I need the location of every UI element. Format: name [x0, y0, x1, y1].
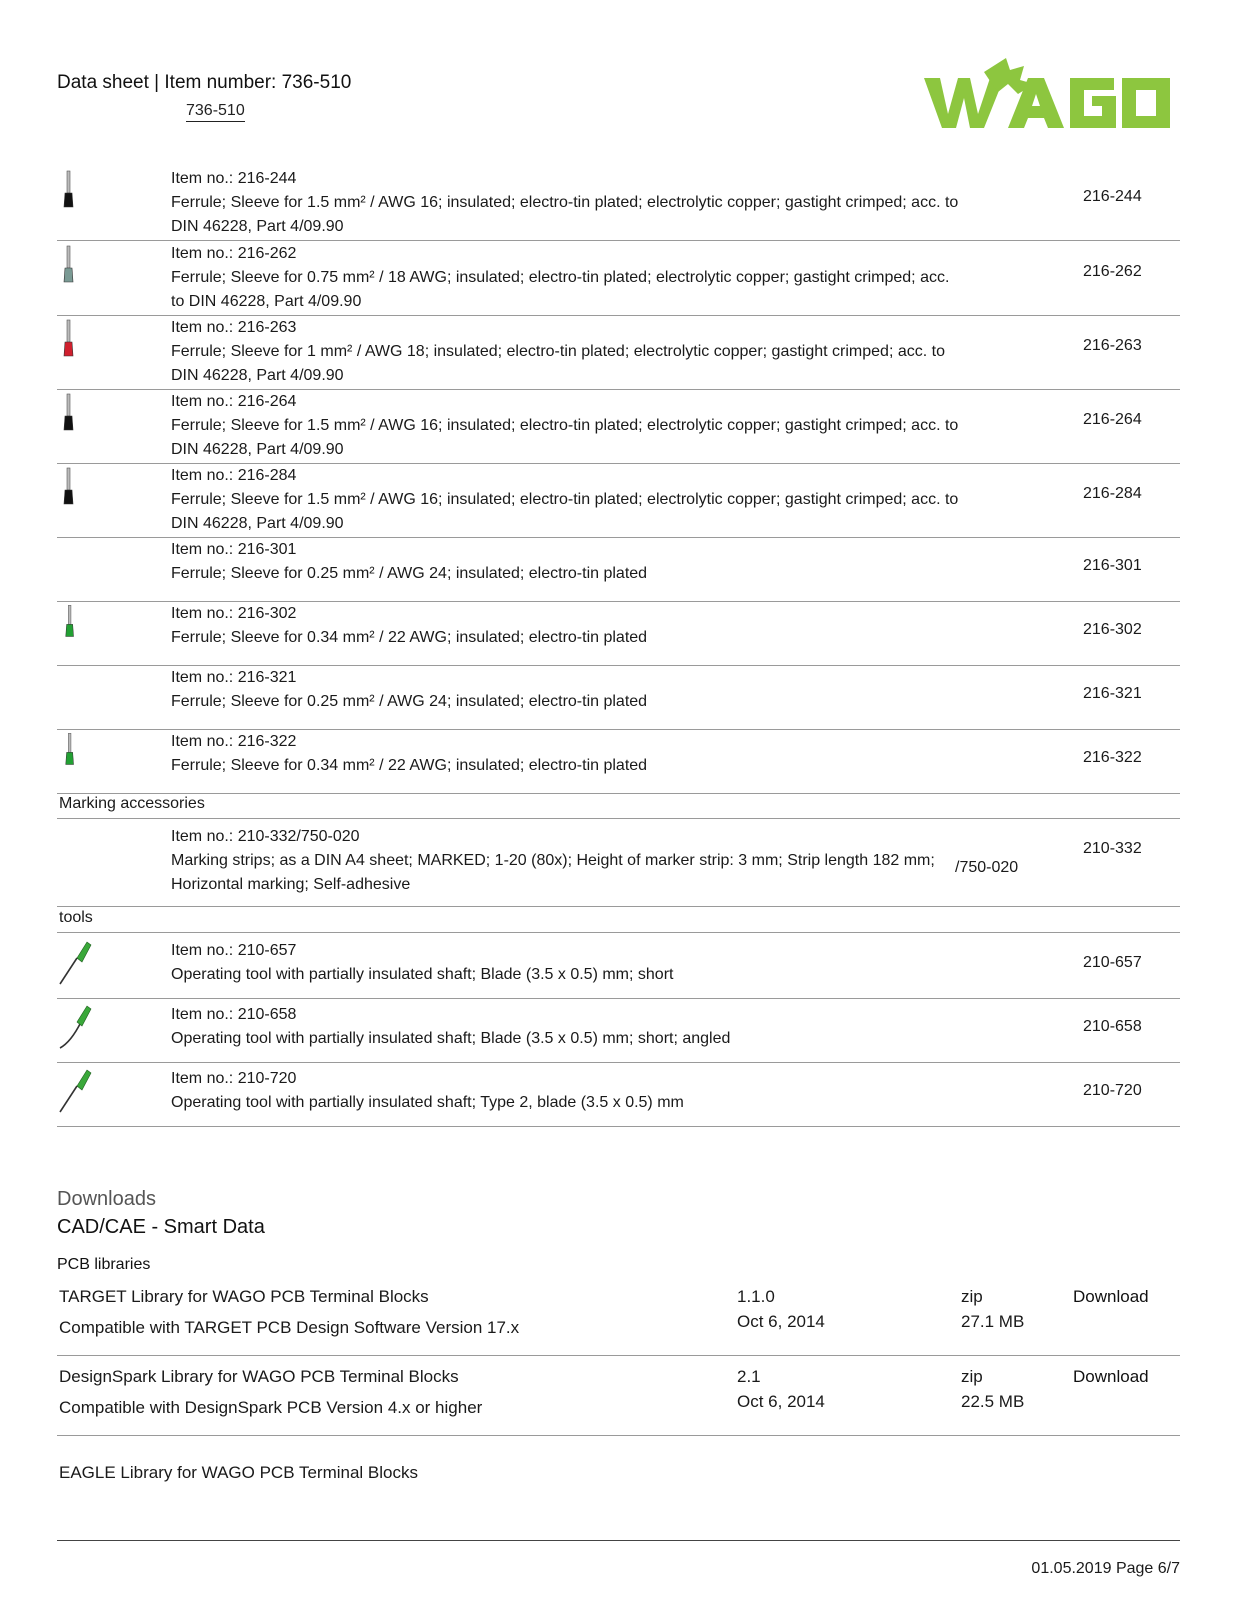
cad-cae-heading: CAD/CAE - Smart Data — [57, 1216, 265, 1238]
item-reference[interactable]: 216-302 — [1083, 621, 1142, 638]
accessory-row-ferrule[interactable] — [57, 665, 1180, 730]
page-footer: 01.05.2019 Page 6/7 — [1031, 1560, 1180, 1577]
screwdriver-icon — [57, 1062, 97, 1126]
item-number-link[interactable]: 736-510 — [186, 102, 245, 122]
accessory-row-tool[interactable] — [57, 998, 1180, 1063]
file-format: zip — [961, 1287, 983, 1306]
item-description: Ferrule; Sleeve for 1 mm² / AWG 18; insulated; electro-tin plated; electrolytic copper; gastight crimped; acc. to DIN 46228, Part 4/09.90 — [171, 343, 945, 384]
section-divider — [57, 932, 1180, 933]
screwdriver-icon — [57, 998, 97, 1062]
item-reference[interactable]: 210-657 — [1083, 954, 1142, 971]
library-compat: Compatible with TARGET PCB Design Software Version 17.x — [59, 1318, 520, 1337]
item-description: Ferrule; Sleeve for 1.5 mm² / AWG 16; insulated; electro-tin plated; electrolytic copper; gastight crimped; acc. to DIN 46228, Part 4/09.90 — [171, 194, 959, 235]
pcb-libraries-heading: PCB libraries — [57, 1256, 151, 1273]
item-description: Ferrule; Sleeve for 0.34 mm² / 22 AWG; insulated; electro-tin plated — [171, 757, 648, 774]
item-description: Ferrule; Sleeve for 0.25 mm² / AWG 24; insulated; electro-tin plated — [171, 565, 648, 582]
item-description: Ferrule; Sleeve for 0.25 mm² / AWG 24; insulated; electro-tin plated — [171, 693, 648, 710]
ferrule-image — [57, 463, 97, 537]
library-name-cut: EAGLE Library for WAGO PCB Terminal Blocks — [59, 1463, 418, 1482]
download-link[interactable]: Download — [1073, 1367, 1149, 1386]
ferrule-image — [57, 389, 97, 463]
item-description: Marking strips; as a DIN A4 sheet; MARKED; 1-20 (80x); Height of marker strip: 3 mm; Strip length 182 mm; Horizontal marking; Self-adhesive — [171, 852, 935, 893]
wago-logo-text: WAGO — [924, 142, 928, 143]
section-divider — [57, 818, 1180, 819]
item-number: Item no.: 216-263 — [171, 319, 297, 336]
accessory-row-tool[interactable] — [57, 1062, 1180, 1127]
accessory-row-ferrule[interactable] — [57, 166, 1180, 241]
page-title: Data sheet | Item number: 736-510 — [57, 72, 352, 93]
item-number: Item no.: 216-301 — [171, 541, 297, 558]
item-number: Item no.: 216-302 — [171, 605, 297, 622]
library-version: 2.1 — [737, 1367, 761, 1386]
item-reference[interactable]: 216-322 — [1083, 749, 1142, 766]
wago-logo — [924, 58, 1179, 144]
item-description: Ferrule; Sleeve for 1.5 mm² / AWG 16; insulated; electro-tin plated; electrolytic copper; gastight crimped; acc. to DIN 46228, Part 4/09.90 — [171, 491, 959, 532]
item-description: Ferrule; Sleeve for 0.34 mm² / 22 AWG; insulated; electro-tin plated — [171, 629, 648, 646]
ferrule-image — [57, 729, 97, 793]
item-reference[interactable]: 216-284 — [1083, 485, 1142, 502]
item-reference[interactable]: 216-264 — [1083, 411, 1142, 428]
section-tools: tools — [59, 909, 93, 926]
accessory-row-marking[interactable] — [57, 820, 1180, 907]
ferrule-image — [57, 166, 97, 240]
section-marking-accessories: Marking accessories — [59, 795, 205, 812]
file-size: 27.1 MB — [961, 1312, 1025, 1331]
item-description: Operating tool with partially insulated shaft; Blade (3.5 x 0.5) mm; short; angled — [171, 1030, 731, 1047]
ferrule-image — [57, 315, 97, 389]
library-compat: Compatible with DesignSpark PCB Version 4.x or higher — [59, 1398, 483, 1417]
library-date: Oct 6, 2014 — [737, 1392, 825, 1411]
accessory-row-ferrule[interactable] — [57, 241, 1180, 316]
item-reference[interactable]: 216-321 — [1083, 685, 1142, 702]
item-description: Ferrule; Sleeve for 1.5 mm² / AWG 16; insulated; electro-tin plated; electrolytic copper; gastight crimped; acc. to DIN 46228, Part 4/09.90 — [171, 417, 959, 458]
item-number: Item no.: 216-322 — [171, 733, 297, 750]
download-row — [57, 1275, 1180, 1356]
item-reference[interactable]: 216-263 — [1083, 337, 1142, 354]
item-number: Item no.: 216-284 — [171, 467, 297, 484]
item-reference[interactable]: 216-244 — [1083, 188, 1142, 205]
item-number: Item no.: 210-658 — [171, 1006, 297, 1023]
accessory-row-ferrule[interactable] — [57, 729, 1180, 794]
accessory-row-ferrule[interactable] — [57, 601, 1180, 666]
library-name: DesignSpark Library for WAGO PCB Terminal Blocks — [59, 1367, 459, 1386]
library-version: 1.1.0 — [737, 1287, 775, 1306]
accessory-row-tool[interactable] — [57, 934, 1180, 999]
ferrule-image — [57, 601, 97, 665]
item-number: Item no.: 216-264 — [171, 393, 297, 410]
item-number: Item no.: 216-244 — [171, 170, 297, 187]
item-reference[interactable]: 210-720 — [1083, 1082, 1142, 1099]
ferrule-image — [57, 241, 97, 315]
footer-divider — [57, 1540, 1180, 1541]
item-reference[interactable]: 210-658 — [1083, 1018, 1142, 1035]
download-link[interactable]: Download — [1073, 1287, 1149, 1306]
item-description: Ferrule; Sleeve for 0.75 mm² / 18 AWG; insulated; electro-tin plated; electrolytic copper; gastight crimped; acc. to DIN 46228, Part 4/09.90 — [171, 269, 950, 310]
download-row — [57, 1355, 1180, 1436]
item-reference[interactable]: 216-301 — [1083, 557, 1142, 574]
item-reference[interactable]: 216-262 — [1083, 263, 1142, 280]
item-ref-cut: /750-020 — [955, 859, 1019, 876]
file-format: zip — [961, 1367, 983, 1386]
library-name: TARGET Library for WAGO PCB Terminal Blocks — [59, 1287, 429, 1306]
library-date: Oct 6, 2014 — [737, 1312, 825, 1331]
item-number: Item no.: 210-657 — [171, 942, 297, 959]
item-number: Item no.: 210-720 — [171, 1070, 297, 1087]
accessory-row-ferrule[interactable] — [57, 389, 1180, 464]
item-description: Operating tool with partially insulated shaft; Blade (3.5 x 0.5) mm; short — [171, 966, 674, 983]
item-number: Item no.: 210-332/750-020 — [171, 828, 360, 845]
item-number: Item no.: 216-262 — [171, 245, 297, 262]
item-description: Operating tool with partially insulated shaft; Type 2, blade (3.5 x 0.5) mm — [171, 1094, 684, 1111]
accessory-row-ferrule[interactable] — [57, 315, 1180, 390]
screwdriver-icon — [57, 934, 97, 998]
item-number: Item no.: 216-321 — [171, 669, 297, 686]
downloads-heading: Downloads — [57, 1188, 156, 1210]
accessory-row-ferrule[interactable] — [57, 463, 1180, 538]
file-size: 22.5 MB — [961, 1392, 1025, 1411]
accessory-row-ferrule[interactable] — [57, 537, 1180, 602]
item-reference[interactable]: 210-332 — [1083, 840, 1142, 857]
